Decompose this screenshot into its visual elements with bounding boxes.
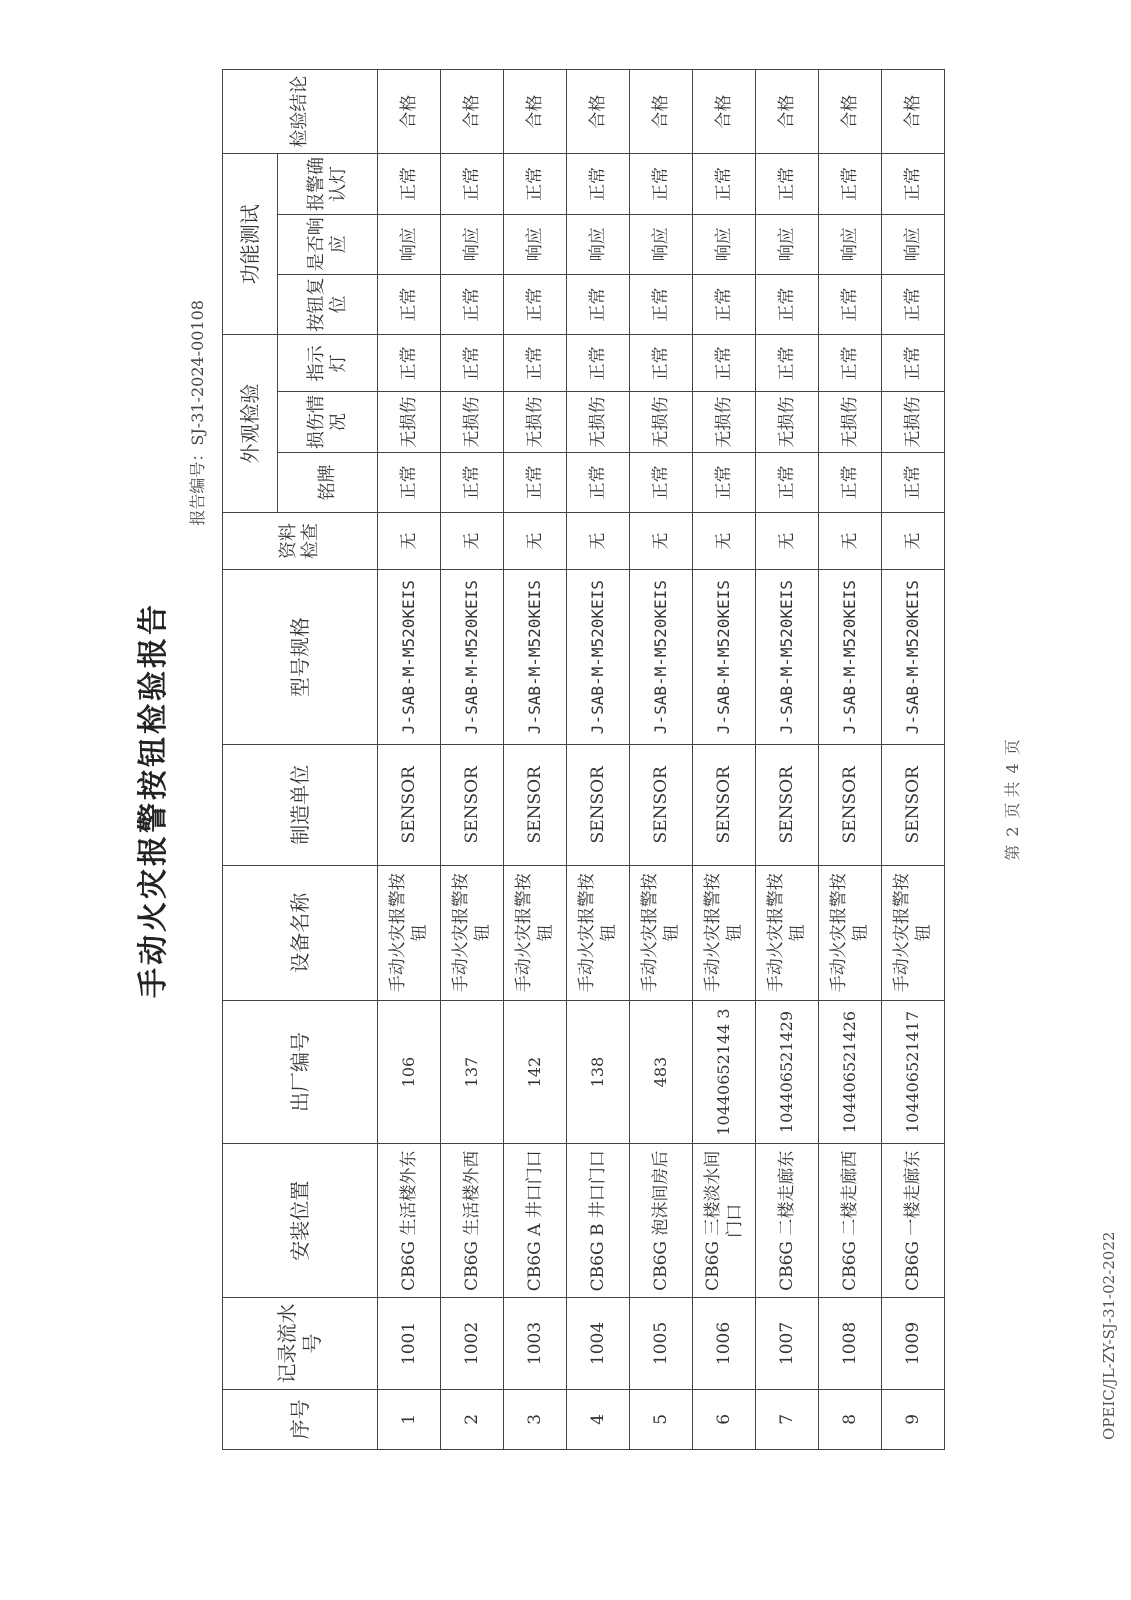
- cell-indicator: 正常: [882, 335, 945, 392]
- inspection-table: [222, 69, 945, 1450]
- cell-doc-check: 无: [756, 513, 819, 570]
- header-doc-check: 资料检查: [223, 513, 378, 570]
- cell-location: CB6G B 井口门口: [567, 1144, 630, 1298]
- page-number-prefix: 第: [1003, 844, 1022, 861]
- table-row: [882, 70, 945, 1450]
- header-device-name: 设备名称: [223, 865, 378, 1000]
- cell-doc-check: 无: [693, 513, 756, 570]
- table-row: [504, 70, 567, 1450]
- cell-response: 响应: [630, 214, 693, 274]
- cell-conclusion: 合格: [567, 70, 630, 154]
- report-title: 手动火灾报警按钮检验报告: [136, 602, 171, 998]
- cell-device-name: 手动火灾报警按钮: [630, 865, 693, 1000]
- cell-damage: 无损伤: [882, 392, 945, 452]
- cell-doc-check: 无: [567, 513, 630, 570]
- header-model: 型号规格: [223, 570, 378, 745]
- page-number-mid: 页 共: [1003, 781, 1022, 819]
- cell-serial: 106: [378, 1000, 441, 1144]
- header-nameplate: 铭牌: [278, 452, 378, 512]
- cell-button-reset: 正常: [882, 274, 945, 334]
- cell-alarm-confirm: 正常: [378, 154, 441, 214]
- cell-nameplate: 正常: [504, 452, 567, 512]
- cell-indicator: 正常: [630, 335, 693, 392]
- cell-indicator: 正常: [504, 335, 567, 392]
- cell-device-name: 手动火灾报警按钮: [693, 865, 756, 1000]
- cell-device-name: 手动火灾报警按钮: [567, 865, 630, 1000]
- cell-doc-check: 无: [819, 513, 882, 570]
- cell-indicator: 正常: [693, 335, 756, 392]
- cell-doc-check: 无: [441, 513, 504, 570]
- report-number: [185, 300, 208, 526]
- cell-model: J-SAB-M-M520KEIS: [567, 570, 630, 745]
- table-row: [630, 70, 693, 1450]
- page-number: [1000, 0, 1023, 1600]
- cell-serial: 138: [567, 1000, 630, 1144]
- cell-seq: 7: [756, 1389, 819, 1449]
- cell-device-name: 手动火灾报警按钮: [819, 865, 882, 1000]
- cell-nameplate: 正常: [693, 452, 756, 512]
- table-row: [756, 70, 819, 1450]
- cell-device-name: 手动火灾报警按钮: [378, 865, 441, 1000]
- report-number-label: 报告编号：: [188, 445, 207, 526]
- cell-alarm-confirm: 正常: [504, 154, 567, 214]
- cell-button-reset: 正常: [756, 274, 819, 334]
- cell-alarm-confirm: 正常: [819, 154, 882, 214]
- cell-damage: 无损伤: [756, 392, 819, 452]
- table-row: [819, 70, 882, 1450]
- cell-button-reset: 正常: [504, 274, 567, 334]
- cell-manufacturer: SENSOR: [819, 744, 882, 865]
- cell-model: J-SAB-M-M520KEIS: [756, 570, 819, 745]
- table-row: [378, 70, 441, 1450]
- cell-nameplate: 正常: [882, 452, 945, 512]
- cell-damage: 无损伤: [441, 392, 504, 452]
- cell-indicator: 正常: [819, 335, 882, 392]
- cell-manufacturer: SENSOR: [441, 744, 504, 865]
- cell-doc-check: 无: [378, 513, 441, 570]
- cell-button-reset: 正常: [567, 274, 630, 334]
- cell-location: CB6G 生活楼外西: [441, 1144, 504, 1298]
- cell-response: 响应: [756, 214, 819, 274]
- cell-alarm-confirm: 正常: [882, 154, 945, 214]
- cell-response: 响应: [504, 214, 567, 274]
- cell-serial: 104406521429: [756, 1000, 819, 1144]
- cell-device-name: 手动火灾报警按钮: [441, 865, 504, 1000]
- cell-conclusion: 合格: [693, 70, 756, 154]
- cell-response: 响应: [441, 214, 504, 274]
- header-record-no: 记录流水号: [223, 1298, 378, 1390]
- header-response: 是否响应: [278, 214, 378, 274]
- cell-nameplate: 正常: [756, 452, 819, 512]
- cell-response: 响应: [693, 214, 756, 274]
- page-number-total: 4: [1003, 763, 1022, 774]
- cell-seq: 8: [819, 1389, 882, 1449]
- cell-damage: 无损伤: [630, 392, 693, 452]
- cell-record-no: 1007: [756, 1298, 819, 1390]
- cell-button-reset: 正常: [378, 274, 441, 334]
- cell-location: CB6G 泡沫间房后: [630, 1144, 693, 1298]
- cell-model: J-SAB-M-M520KEIS: [882, 570, 945, 745]
- cell-location: CB6G A 井口门口: [504, 1144, 567, 1298]
- cell-damage: 无损伤: [693, 392, 756, 452]
- cell-nameplate: 正常: [378, 452, 441, 512]
- cell-manufacturer: SENSOR: [630, 744, 693, 865]
- cell-record-no: 1005: [630, 1298, 693, 1390]
- header-appearance: 外观检验: [223, 335, 278, 513]
- cell-location: CB6G 二楼走廊西: [819, 1144, 882, 1298]
- cell-conclusion: 合格: [504, 70, 567, 154]
- cell-indicator: 正常: [567, 335, 630, 392]
- header-function-test: 功能测试: [223, 154, 278, 335]
- cell-button-reset: 正常: [441, 274, 504, 334]
- cell-serial: 142: [504, 1000, 567, 1144]
- cell-record-no: 1004: [567, 1298, 630, 1390]
- cell-indicator: 正常: [756, 335, 819, 392]
- cell-conclusion: 合格: [756, 70, 819, 154]
- cell-serial: 137: [441, 1000, 504, 1144]
- cell-manufacturer: SENSOR: [882, 744, 945, 865]
- cell-conclusion: 合格: [819, 70, 882, 154]
- cell-seq: 9: [882, 1389, 945, 1449]
- cell-serial: 483: [630, 1000, 693, 1144]
- page-number-suffix: 页: [1003, 739, 1022, 756]
- cell-model: J-SAB-M-M520KEIS: [504, 570, 567, 745]
- cell-conclusion: 合格: [630, 70, 693, 154]
- table-row: [693, 70, 756, 1450]
- cell-nameplate: 正常: [630, 452, 693, 512]
- cell-manufacturer: SENSOR: [378, 744, 441, 865]
- cell-seq: 1: [378, 1389, 441, 1449]
- cell-conclusion: 合格: [441, 70, 504, 154]
- cell-location: CB6G 一楼走廊东: [882, 1144, 945, 1298]
- cell-manufacturer: SENSOR: [567, 744, 630, 865]
- cell-serial: 10440652144 3: [693, 1000, 756, 1144]
- cell-device-name: 手动火灾报警按钮: [756, 865, 819, 1000]
- cell-device-name: 手动火灾报警按钮: [882, 865, 945, 1000]
- document-code: OPEIC/JL-ZY-SJ-31-02-2022: [1100, 1231, 1118, 1440]
- cell-alarm-confirm: 正常: [693, 154, 756, 214]
- cell-doc-check: 无: [504, 513, 567, 570]
- cell-location: CB6G 二楼走廊东: [756, 1144, 819, 1298]
- cell-response: 响应: [882, 214, 945, 274]
- cell-device-name: 手动火灾报警按钮: [504, 865, 567, 1000]
- header-button-reset: 按钮复位: [278, 274, 378, 334]
- header-alarm-confirm: 报警确认灯: [278, 154, 378, 214]
- cell-doc-check: 无: [630, 513, 693, 570]
- cell-model: J-SAB-M-M520KEIS: [441, 570, 504, 745]
- table-row: [567, 70, 630, 1450]
- cell-record-no: 1008: [819, 1298, 882, 1390]
- cell-indicator: 正常: [378, 335, 441, 392]
- report-number-value: SJ-31-2024-00108: [188, 300, 207, 446]
- cell-response: 响应: [378, 214, 441, 274]
- page-number-current: 2: [1003, 826, 1022, 837]
- cell-nameplate: 正常: [819, 452, 882, 512]
- cell-serial: 104406521426: [819, 1000, 882, 1144]
- header-conclusion: 检验结论: [223, 70, 378, 154]
- cell-response: 响应: [819, 214, 882, 274]
- cell-nameplate: 正常: [567, 452, 630, 512]
- header-serial: 出厂编号: [223, 1000, 378, 1144]
- table-row: [441, 70, 504, 1450]
- header-location: 安装位置: [223, 1144, 378, 1298]
- header-seq: 序号: [223, 1389, 378, 1449]
- cell-damage: 无损伤: [378, 392, 441, 452]
- cell-alarm-confirm: 正常: [756, 154, 819, 214]
- cell-record-no: 1009: [882, 1298, 945, 1390]
- cell-manufacturer: SENSOR: [504, 744, 567, 865]
- cell-nameplate: 正常: [441, 452, 504, 512]
- cell-response: 响应: [567, 214, 630, 274]
- cell-record-no: 1001: [378, 1298, 441, 1390]
- cell-record-no: 1002: [441, 1298, 504, 1390]
- cell-seq: 4: [567, 1389, 630, 1449]
- header-damage: 损伤情况: [278, 392, 378, 452]
- cell-manufacturer: SENSOR: [693, 744, 756, 865]
- cell-seq: 6: [693, 1389, 756, 1449]
- cell-seq: 5: [630, 1389, 693, 1449]
- header-manufacturer: 制造单位: [223, 744, 378, 865]
- cell-alarm-confirm: 正常: [567, 154, 630, 214]
- cell-alarm-confirm: 正常: [441, 154, 504, 214]
- cell-record-no: 1006: [693, 1298, 756, 1390]
- cell-damage: 无损伤: [819, 392, 882, 452]
- cell-conclusion: 合格: [378, 70, 441, 154]
- cell-manufacturer: SENSOR: [756, 744, 819, 865]
- cell-model: J-SAB-M-M520KEIS: [630, 570, 693, 745]
- cell-model: J-SAB-M-M520KEIS: [378, 570, 441, 745]
- cell-conclusion: 合格: [882, 70, 945, 154]
- cell-damage: 无损伤: [504, 392, 567, 452]
- cell-button-reset: 正常: [630, 274, 693, 334]
- cell-button-reset: 正常: [693, 274, 756, 334]
- cell-model: J-SAB-M-M520KEIS: [819, 570, 882, 745]
- cell-model: J-SAB-M-M520KEIS: [693, 570, 756, 745]
- cell-location: CB6G 生活楼外东: [378, 1144, 441, 1298]
- cell-serial: 104406521417: [882, 1000, 945, 1144]
- cell-alarm-confirm: 正常: [630, 154, 693, 214]
- cell-seq: 2: [441, 1389, 504, 1449]
- cell-location: CB6G 三楼淡水间门口: [693, 1144, 756, 1298]
- cell-button-reset: 正常: [819, 274, 882, 334]
- cell-damage: 无损伤: [567, 392, 630, 452]
- cell-seq: 3: [504, 1389, 567, 1449]
- cell-indicator: 正常: [441, 335, 504, 392]
- cell-doc-check: 无: [882, 513, 945, 570]
- header-indicator: 指示灯: [278, 335, 378, 392]
- cell-record-no: 1003: [504, 1298, 567, 1390]
